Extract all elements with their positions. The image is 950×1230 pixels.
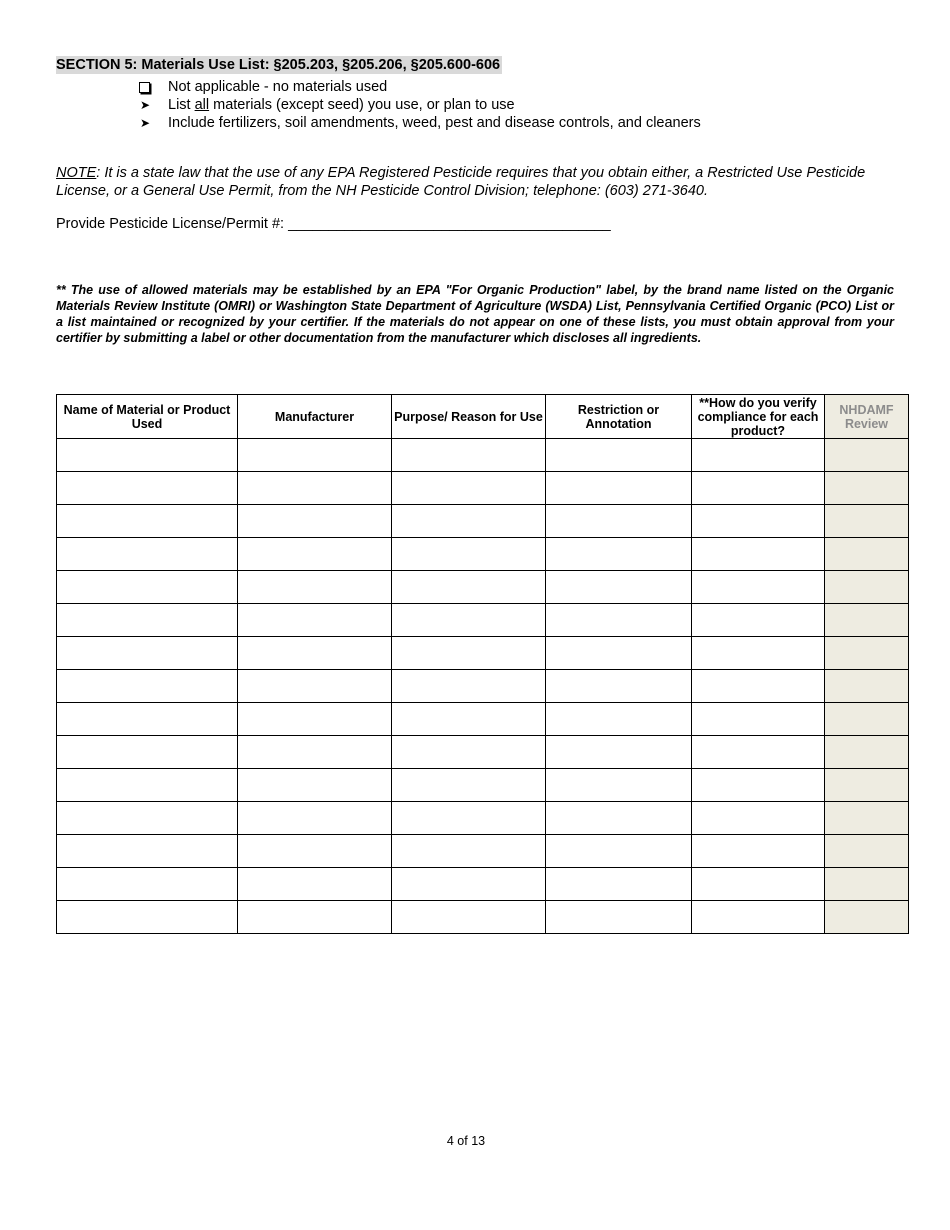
restriction-cell[interactable] (546, 802, 692, 835)
table-row (57, 703, 909, 736)
verify-cell[interactable] (692, 802, 825, 835)
restriction-cell[interactable] (546, 604, 692, 637)
review-cell (825, 769, 909, 802)
note-label: NOTE (56, 165, 97, 181)
checkbox-icon[interactable] (139, 82, 150, 93)
material-cell[interactable] (57, 637, 238, 670)
verify-cell[interactable] (692, 637, 825, 670)
material-cell[interactable] (57, 868, 238, 901)
table-row (57, 637, 909, 670)
material-cell[interactable] (57, 835, 238, 868)
material-cell[interactable] (57, 901, 238, 934)
manufacturer-cell[interactable] (238, 472, 392, 505)
restriction-cell[interactable] (546, 571, 692, 604)
manufacturer-cell[interactable] (238, 505, 392, 538)
verify-cell[interactable] (692, 439, 825, 472)
purpose-cell[interactable] (392, 703, 546, 736)
manufacturer-cell[interactable] (238, 901, 392, 934)
col-header-material: Name of Material or Product Used (57, 395, 238, 439)
material-cell[interactable] (57, 505, 238, 538)
purpose-cell[interactable] (392, 769, 546, 802)
review-cell (825, 637, 909, 670)
material-cell[interactable] (57, 538, 238, 571)
license-label: Provide Pesticide License/Permit #: (56, 216, 285, 232)
col-header-verify: **How do you verify compliance for each product? (692, 395, 825, 439)
restriction-cell[interactable] (546, 736, 692, 769)
table-row (57, 802, 909, 835)
review-cell (825, 538, 909, 571)
restriction-cell[interactable] (546, 538, 692, 571)
verify-cell[interactable] (692, 868, 825, 901)
verify-cell[interactable] (692, 472, 825, 505)
allowed-materials-footnote: ** The use of allowed materials may be established by an EPA "For Organic Production" label, by the brand name listed on the Organic Materials Review Institute (OMRI) or Washington State Department of Agriculture (WSDA) List, Pennsylvania Certified Organic (PCO) List or a list maintained or recognized by your certifier. If the materials do not appear on one of these lists, you must obtain approval from your certifier by submitting a label or other documentation from the manufacturer which discloses all ingredients. (56, 283, 894, 345)
review-cell (825, 835, 909, 868)
verify-cell[interactable] (692, 571, 825, 604)
table-row (57, 571, 909, 604)
purpose-cell[interactable] (392, 835, 546, 868)
section-title: SECTION 5: Materials Use List: §205.203, §205.206, §205.600-606 (56, 57, 501, 73)
table-row (57, 736, 909, 769)
material-cell[interactable] (57, 670, 238, 703)
manufacturer-cell[interactable] (238, 802, 392, 835)
table-row (57, 505, 909, 538)
review-cell (825, 604, 909, 637)
verify-cell[interactable] (692, 835, 825, 868)
col-header-review: NHDAMF Review (825, 395, 909, 439)
table-row (57, 604, 909, 637)
review-cell (825, 736, 909, 769)
license-field[interactable] (56, 216, 611, 232)
verify-cell[interactable] (692, 769, 825, 802)
purpose-cell[interactable] (392, 736, 546, 769)
manufacturer-cell[interactable] (238, 736, 392, 769)
page-number: 4 of 13 (446, 1134, 486, 1148)
manufacturer-cell[interactable] (238, 538, 392, 571)
list-all-instruction: List all materials (except seed) you use, or plan to use (168, 97, 515, 113)
manufacturer-cell[interactable] (238, 637, 392, 670)
purpose-cell[interactable] (392, 604, 546, 637)
restriction-cell[interactable] (546, 439, 692, 472)
verify-cell[interactable] (692, 604, 825, 637)
material-cell[interactable] (57, 472, 238, 505)
manufacturer-cell[interactable] (238, 439, 392, 472)
table-row (57, 835, 909, 868)
include-instruction: Include fertilizers, soil amendments, weed, pest and disease controls, and cleaners (168, 115, 701, 131)
restriction-cell[interactable] (546, 505, 692, 538)
table-row (57, 901, 909, 934)
review-cell (825, 670, 909, 703)
purpose-cell[interactable] (392, 670, 546, 703)
materials-table (56, 394, 909, 934)
arrow-bullet-icon: ➤ (140, 116, 151, 130)
material-cell[interactable] (57, 571, 238, 604)
review-cell (825, 439, 909, 472)
review-cell (825, 868, 909, 901)
manufacturer-cell[interactable] (238, 769, 392, 802)
verify-cell[interactable] (692, 505, 825, 538)
manufacturer-cell[interactable] (238, 835, 392, 868)
manufacturer-cell[interactable] (238, 703, 392, 736)
material-cell[interactable] (57, 703, 238, 736)
manufacturer-cell[interactable] (238, 604, 392, 637)
restriction-cell[interactable] (546, 637, 692, 670)
not-applicable-label: Not applicable - no materials used (168, 79, 388, 95)
purpose-cell[interactable] (392, 571, 546, 604)
restriction-cell[interactable] (546, 472, 692, 505)
restriction-cell[interactable] (546, 868, 692, 901)
review-cell (825, 901, 909, 934)
verify-cell[interactable] (692, 736, 825, 769)
restriction-cell[interactable] (546, 901, 692, 934)
purpose-cell[interactable] (392, 505, 546, 538)
purpose-cell[interactable] (392, 538, 546, 571)
review-cell (825, 703, 909, 736)
review-cell (825, 472, 909, 505)
purpose-cell[interactable] (392, 901, 546, 934)
list-item (138, 114, 701, 132)
verify-cell[interactable] (692, 901, 825, 934)
review-cell (825, 571, 909, 604)
purpose-cell[interactable] (392, 802, 546, 835)
instructions-list (138, 78, 701, 132)
license-blank[interactable]: ________________________________________ (288, 216, 611, 232)
purpose-cell[interactable] (392, 472, 546, 505)
table-row (57, 538, 909, 571)
purpose-cell[interactable] (392, 637, 546, 670)
not-applicable-option[interactable] (138, 78, 701, 96)
table-row (57, 868, 909, 901)
col-header-restriction: Restriction or Annotation (546, 395, 692, 439)
verify-cell[interactable] (692, 538, 825, 571)
purpose-cell[interactable] (392, 868, 546, 901)
table-row (57, 769, 909, 802)
verify-cell[interactable] (692, 670, 825, 703)
purpose-cell[interactable] (392, 439, 546, 472)
col-header-purpose: Purpose/ Reason for Use (392, 395, 546, 439)
note-text: : It is a state law that the use of any EPA Registered Pesticide requires that you obtain either, a Restricted Use Pesticide License, or a General Use Permit, from the NH Pesticide Control Division; telephone: (603) 271-3640. (56, 165, 866, 199)
list-item (138, 96, 701, 114)
material-cell[interactable] (57, 736, 238, 769)
review-cell (825, 802, 909, 835)
pesticide-note (56, 164, 876, 200)
restriction-cell[interactable] (546, 670, 692, 703)
review-cell (825, 505, 909, 538)
verify-cell[interactable] (692, 703, 825, 736)
manufacturer-cell[interactable] (238, 868, 392, 901)
table-row (57, 670, 909, 703)
material-cell[interactable] (57, 802, 238, 835)
arrow-bullet-icon: ➤ (140, 98, 151, 112)
restriction-cell[interactable] (546, 703, 692, 736)
material-cell[interactable] (57, 604, 238, 637)
table-header-row (57, 395, 909, 439)
material-cell[interactable] (57, 769, 238, 802)
material-cell[interactable] (57, 439, 238, 472)
restriction-cell[interactable] (546, 835, 692, 868)
table-row (57, 472, 909, 505)
manufacturer-cell[interactable] (238, 571, 392, 604)
col-header-manufacturer: Manufacturer (238, 395, 392, 439)
manufacturer-cell[interactable] (238, 670, 392, 703)
restriction-cell[interactable] (546, 769, 692, 802)
table-row (57, 439, 909, 472)
